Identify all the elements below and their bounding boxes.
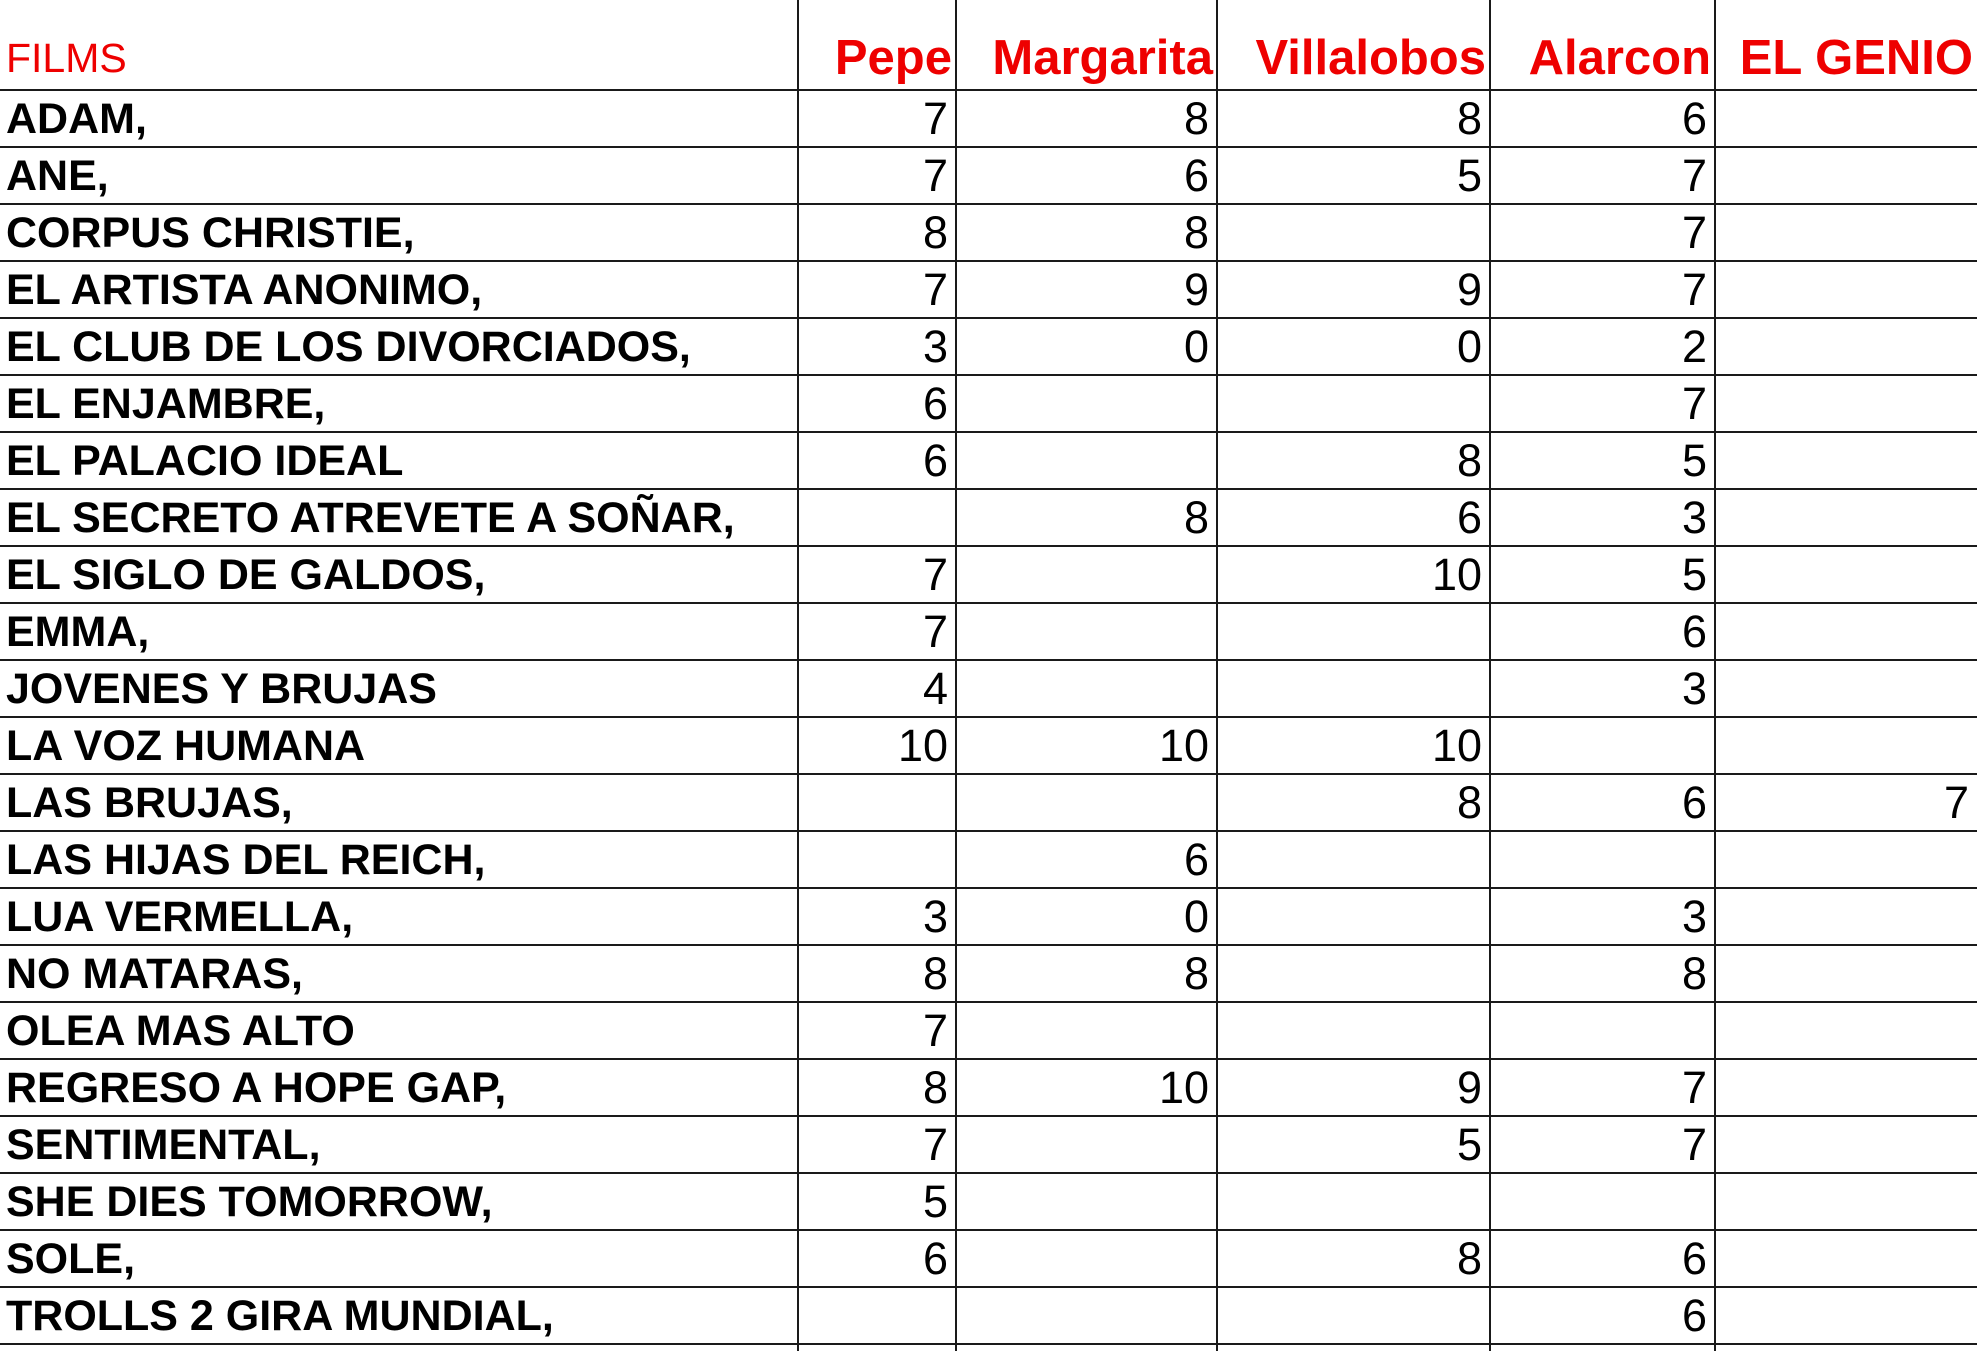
score-cell[interactable]: 9 xyxy=(1456,1062,1482,1113)
row-gridline xyxy=(0,488,1977,490)
header-column-3[interactable]: Alarcon xyxy=(1528,31,1711,85)
score-cell[interactable]: 0 xyxy=(1456,321,1482,372)
score-cell[interactable]: 7 xyxy=(922,549,948,600)
score-cell[interactable]: 6 xyxy=(1456,492,1482,543)
score-cell[interactable] xyxy=(956,1117,1217,1174)
score-cell[interactable] xyxy=(956,1288,1217,1345)
score-cell[interactable] xyxy=(1715,661,1977,718)
score-cell[interactable]: 8 xyxy=(1456,777,1482,828)
score-cell[interactable]: 3 xyxy=(922,891,948,942)
score-cell[interactable]: 7 xyxy=(1681,264,1707,315)
score-cell[interactable]: 8 xyxy=(922,207,948,258)
score-cell[interactable] xyxy=(1715,433,1977,490)
film-title-cell[interactable]: CORPUS CHRISTIE, xyxy=(6,209,415,257)
score-cell[interactable]: 7 xyxy=(922,264,948,315)
score-cell[interactable] xyxy=(798,490,956,547)
row-gridline xyxy=(0,431,1977,433)
score-cell[interactable]: 6 xyxy=(1681,1290,1707,1341)
column-gridline xyxy=(1714,0,1716,1351)
score-cell[interactable]: 7 xyxy=(1943,777,1969,828)
score-cell[interactable]: 7 xyxy=(922,93,948,144)
score-cell[interactable]: 10 xyxy=(1158,1062,1209,1113)
row-gridline xyxy=(0,203,1977,205)
score-cell[interactable]: 6 xyxy=(1681,606,1707,657)
film-title-cell[interactable]: NO MATARAS, xyxy=(6,950,303,998)
score-cell[interactable]: 5 xyxy=(1681,435,1707,486)
film-title-cell[interactable]: EL ARTISTA ANONIMO, xyxy=(6,266,483,314)
score-cell[interactable]: 5 xyxy=(1456,1119,1482,1170)
score-cell[interactable] xyxy=(1217,832,1490,889)
score-cell[interactable] xyxy=(1715,205,1977,262)
film-title-cell[interactable]: LUA VERMELLA, xyxy=(6,893,354,941)
row-gridline xyxy=(0,1001,1977,1003)
score-cell[interactable]: 8 xyxy=(1456,435,1482,486)
film-title-cell[interactable]: ADAM, xyxy=(6,95,147,143)
score-cell[interactable] xyxy=(1715,1060,1977,1117)
score-cell[interactable] xyxy=(1715,376,1977,433)
score-cell[interactable] xyxy=(1217,1003,1490,1060)
score-cell[interactable] xyxy=(1715,1174,1977,1231)
score-cell[interactable]: 10 xyxy=(1431,549,1482,600)
row-gridline xyxy=(0,1343,1977,1345)
film-title-cell[interactable]: EMMA, xyxy=(6,608,150,656)
score-cell[interactable]: 6 xyxy=(1183,834,1209,885)
row-gridline xyxy=(0,887,1977,889)
row-gridline xyxy=(0,830,1977,832)
score-cell[interactable] xyxy=(956,1174,1217,1231)
score-cell[interactable]: 6 xyxy=(1681,777,1707,828)
row-gridline xyxy=(0,1286,1977,1288)
score-cell[interactable] xyxy=(1217,376,1490,433)
column-gridline xyxy=(797,0,799,1351)
score-cell[interactable]: 9 xyxy=(1183,264,1209,315)
score-cell[interactable]: 2 xyxy=(1681,321,1707,372)
film-title-cell[interactable]: EL ENJAMBRE, xyxy=(6,380,326,428)
score-cell[interactable] xyxy=(1715,832,1977,889)
score-cell[interactable] xyxy=(1715,91,1977,148)
score-cell[interactable]: 8 xyxy=(922,1062,948,1113)
score-cell[interactable] xyxy=(1217,661,1490,718)
score-cell[interactable] xyxy=(1715,1003,1977,1060)
film-title-cell[interactable]: EL PALACIO IDEAL xyxy=(6,437,404,485)
score-cell[interactable] xyxy=(1715,319,1977,376)
film-title-cell[interactable]: REGRESO A HOPE GAP, xyxy=(6,1064,507,1112)
score-cell[interactable] xyxy=(1715,604,1977,661)
score-cell[interactable]: 8 xyxy=(1183,207,1209,258)
score-cell[interactable]: 7 xyxy=(1681,207,1707,258)
score-cell[interactable] xyxy=(956,775,1217,832)
score-cell[interactable]: 5 xyxy=(922,1176,948,1227)
row-gridline xyxy=(0,716,1977,718)
score-cell[interactable]: 10 xyxy=(897,720,948,771)
score-cell[interactable] xyxy=(1490,1003,1715,1060)
row-gridline xyxy=(0,944,1977,946)
row-gridline xyxy=(0,374,1977,376)
row-gridline xyxy=(0,1229,1977,1231)
score-cell[interactable]: 5 xyxy=(1456,150,1482,201)
score-cell[interactable]: 7 xyxy=(922,606,948,657)
score-cell[interactable] xyxy=(1715,889,1977,946)
score-cell[interactable]: 8 xyxy=(1456,1233,1482,1284)
score-cell[interactable] xyxy=(956,604,1217,661)
row-gridline xyxy=(0,773,1977,775)
score-cell[interactable]: 7 xyxy=(1681,1119,1707,1170)
score-cell[interactable]: 6 xyxy=(922,1233,948,1284)
film-title-cell[interactable]: LAS BRUJAS, xyxy=(6,779,293,827)
header-column-1[interactable]: Margarita xyxy=(992,31,1213,85)
score-cell[interactable]: 3 xyxy=(1681,492,1707,543)
film-title-cell[interactable]: ANE, xyxy=(6,152,109,200)
score-cell[interactable]: 6 xyxy=(1681,93,1707,144)
score-cell[interactable]: 10 xyxy=(1158,720,1209,771)
score-cell[interactable] xyxy=(1715,1288,1977,1345)
score-cell[interactable] xyxy=(1715,547,1977,604)
score-cell[interactable]: 7 xyxy=(922,1119,948,1170)
score-cell[interactable]: 7 xyxy=(1681,1062,1707,1113)
film-title-cell[interactable]: LA VOZ HUMANA xyxy=(6,722,366,770)
score-cell[interactable]: 6 xyxy=(922,378,948,429)
score-cell[interactable]: 5 xyxy=(1681,549,1707,600)
header-column-0[interactable]: Pepe xyxy=(834,31,952,85)
row-gridline xyxy=(0,1172,1977,1174)
score-cell[interactable] xyxy=(1217,205,1490,262)
film-title-cell[interactable]: EL SIGLO DE GALDOS, xyxy=(6,551,486,599)
score-cell[interactable] xyxy=(956,547,1217,604)
score-cell[interactable]: 4 xyxy=(922,663,948,714)
score-cell[interactable]: 10 xyxy=(1431,720,1482,771)
column-gridline xyxy=(955,0,957,1351)
film-title-cell[interactable]: SHE DIES TOMORROW, xyxy=(6,1178,493,1226)
row-gridline xyxy=(0,1115,1977,1117)
score-cell[interactable] xyxy=(956,1003,1217,1060)
column-gridline xyxy=(1489,0,1491,1351)
score-cell[interactable] xyxy=(1715,946,1977,1003)
score-cell[interactable] xyxy=(1217,1174,1490,1231)
score-cell[interactable] xyxy=(1490,718,1715,775)
score-cell[interactable]: 3 xyxy=(1681,891,1707,942)
header-column-2[interactable]: Villalobos xyxy=(1255,31,1486,85)
film-title-cell[interactable]: LAS HIJAS DEL REICH, xyxy=(6,836,486,884)
score-cell[interactable] xyxy=(956,1231,1217,1288)
film-title-cell[interactable]: OLEA MAS ALTO xyxy=(6,1007,355,1055)
film-title-cell[interactable]: SENTIMENTAL, xyxy=(6,1121,321,1169)
score-cell[interactable] xyxy=(1715,1117,1977,1174)
score-cell[interactable] xyxy=(956,376,1217,433)
header-column-4[interactable]: EL GENIO xyxy=(1739,31,1973,85)
column-gridline xyxy=(1216,0,1218,1351)
row-gridline xyxy=(0,545,1977,547)
score-cell[interactable]: 0 xyxy=(1183,321,1209,372)
score-cell[interactable]: 3 xyxy=(1681,663,1707,714)
score-cell[interactable]: 6 xyxy=(1183,150,1209,201)
score-cell[interactable] xyxy=(956,433,1217,490)
score-cell[interactable] xyxy=(1715,490,1977,547)
row-gridline xyxy=(0,146,1977,148)
score-cell[interactable]: 7 xyxy=(1681,378,1707,429)
score-cell[interactable] xyxy=(1715,718,1977,775)
score-cell[interactable] xyxy=(798,832,956,889)
score-cell[interactable] xyxy=(1217,889,1490,946)
row-gridline xyxy=(0,89,1977,91)
row-gridline xyxy=(0,602,1977,604)
score-cell[interactable] xyxy=(1490,832,1715,889)
score-cell[interactable] xyxy=(1217,1288,1490,1345)
score-cell[interactable]: 8 xyxy=(1681,948,1707,999)
film-title-cell[interactable]: EL CLUB DE LOS DIVORCIADOS, xyxy=(6,323,691,371)
score-cell[interactable]: 7 xyxy=(1681,150,1707,201)
score-cell[interactable] xyxy=(798,775,956,832)
row-gridline xyxy=(0,260,1977,262)
score-cell[interactable]: 0 xyxy=(1183,891,1209,942)
score-cell[interactable]: 6 xyxy=(922,435,948,486)
score-cell[interactable] xyxy=(956,661,1217,718)
score-cell[interactable]: 3 xyxy=(922,321,948,372)
score-cell[interactable] xyxy=(1715,262,1977,319)
score-cell[interactable]: 6 xyxy=(1681,1233,1707,1284)
score-cell[interactable] xyxy=(1217,946,1490,1003)
score-cell[interactable]: 9 xyxy=(1456,264,1482,315)
film-title-cell[interactable]: EL SECRETO ATREVETE A SOÑAR, xyxy=(6,494,735,542)
row-gridline xyxy=(0,659,1977,661)
row-gridline xyxy=(0,1058,1977,1060)
score-cell[interactable]: 8 xyxy=(1183,492,1209,543)
row-gridline xyxy=(0,317,1977,319)
score-cell[interactable] xyxy=(1715,1231,1977,1288)
score-cell[interactable]: 8 xyxy=(922,948,948,999)
score-cell[interactable]: 8 xyxy=(1183,948,1209,999)
film-title-cell[interactable]: JOVENES Y BRUJAS xyxy=(6,665,437,713)
score-cell[interactable]: 7 xyxy=(922,150,948,201)
score-cell[interactable] xyxy=(1217,604,1490,661)
score-cell[interactable]: 7 xyxy=(922,1005,948,1056)
score-cell[interactable] xyxy=(1490,1174,1715,1231)
header-films-label[interactable]: FILMS xyxy=(6,35,127,81)
film-title-cell[interactable]: SOLE, xyxy=(6,1235,136,1283)
score-cell[interactable]: 8 xyxy=(1183,93,1209,144)
score-cell[interactable] xyxy=(798,1288,956,1345)
score-cell[interactable] xyxy=(1715,148,1977,205)
film-title-cell[interactable]: TROLLS 2 GIRA MUNDIAL, xyxy=(6,1292,554,1340)
score-cell[interactable]: 8 xyxy=(1456,93,1482,144)
